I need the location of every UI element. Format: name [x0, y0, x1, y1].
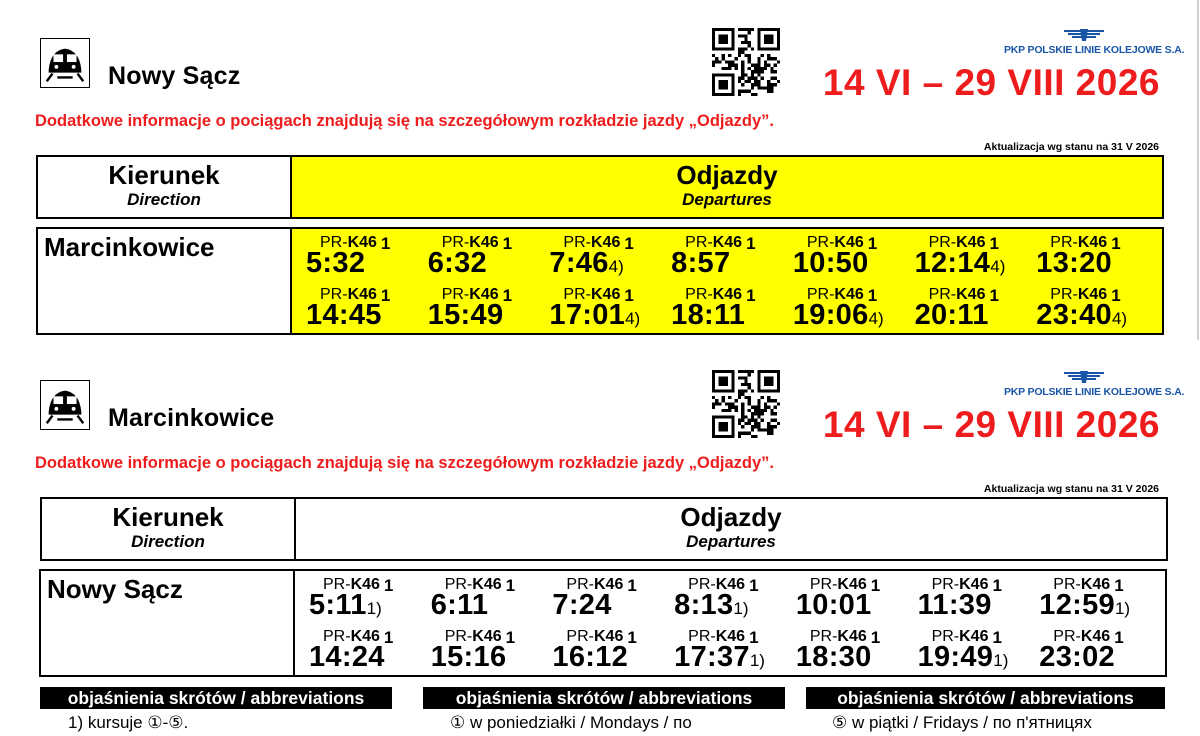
departure-entry	[665, 232, 787, 282]
time-value: 23:02	[1039, 641, 1115, 673]
departure-time	[1036, 298, 1127, 336]
departure-entry	[668, 626, 790, 676]
validity-period: 14 VI – 29 VIII 2026	[822, 62, 1160, 103]
carrier-code: PR-	[685, 286, 713, 303]
departure-entry	[303, 626, 425, 676]
class-code: 1	[867, 234, 878, 253]
time-value: 11:39	[917, 589, 992, 621]
class-code: 1	[383, 576, 394, 595]
carrier-code: PR-	[928, 234, 957, 251]
class-code: 1	[624, 286, 634, 305]
departure-time	[918, 588, 992, 626]
departure-entry	[790, 626, 912, 676]
departure-time	[915, 246, 1006, 284]
class-code: 1	[870, 628, 881, 647]
carrier-code: PR-	[1050, 286, 1078, 303]
abbreviation-item: ① w poniedziałki / Mondays / по	[450, 713, 692, 732]
departure-time	[674, 640, 765, 678]
carrier-code: PR-	[688, 576, 716, 593]
info-note: Dodatkowe informacje o pociągach znajdują się na szczegółowym rozkładzie jazdy „Odjazdy”.	[35, 454, 775, 472]
time-value: 12:14	[914, 247, 991, 279]
line-code: K46	[350, 576, 380, 593]
departure-entry	[546, 626, 668, 676]
footnote-marker: 1)	[993, 651, 1009, 670]
footnote-marker: 4)	[868, 309, 884, 328]
carrier-code: PR-	[320, 234, 348, 251]
departure-entry	[912, 626, 1034, 676]
line-code: K46	[1077, 234, 1108, 251]
time-value: 19:06	[792, 299, 869, 331]
class-code: 1	[505, 628, 516, 647]
class-code: 1	[989, 234, 999, 253]
line-code: K46	[347, 234, 377, 251]
qr-code-icon[interactable]	[712, 370, 780, 438]
page-edge-divider	[1197, 0, 1199, 340]
line-code: K46	[593, 576, 624, 593]
train-icon	[40, 380, 90, 430]
departure-entry	[425, 626, 547, 676]
departure-time	[1039, 588, 1130, 626]
departures-header	[296, 499, 1166, 559]
time-value: 7:46	[549, 247, 609, 279]
line-code: K46	[469, 234, 499, 251]
carrier-code: PR-	[444, 628, 473, 645]
class-code: 1	[992, 628, 1002, 647]
time-value: 15:49	[427, 299, 504, 331]
departure-time	[552, 588, 611, 626]
departures-cell	[295, 571, 1165, 675]
departure-table	[36, 227, 1164, 335]
time-value: 17:01	[549, 299, 626, 331]
abbreviations-heading: objaśnienia skrótów / abbreviations	[40, 687, 392, 709]
destination-name: Nowy Sącz	[41, 571, 295, 675]
departure-time	[793, 246, 869, 284]
table-header	[36, 155, 1164, 219]
line-code: K46	[712, 286, 743, 303]
direction-sub: Direction	[127, 190, 201, 209]
time-value: 5:11	[309, 589, 367, 621]
departures-cell	[292, 229, 1162, 333]
departure-entry	[422, 284, 544, 334]
carrier-code: PR-	[566, 628, 594, 645]
line-code: K46	[472, 576, 502, 593]
line-code: K46	[1077, 286, 1108, 303]
departure-entry	[787, 284, 909, 334]
departures-sub: Departures	[686, 532, 776, 551]
carrier-code: PR-	[685, 234, 713, 251]
departure-entry	[787, 232, 909, 282]
direction-label: Kierunek	[112, 502, 224, 532]
line-code: K46	[590, 286, 621, 303]
class-code: 1	[383, 628, 394, 647]
pkp-plk-logo	[1004, 370, 1185, 400]
class-code: 1	[502, 286, 513, 305]
departure-entry	[1030, 284, 1152, 334]
class-code: 1	[505, 576, 516, 595]
departure-entry	[300, 284, 422, 334]
line-code: K46	[350, 628, 380, 645]
departure-time	[671, 246, 730, 284]
footnote-marker: 1)	[749, 651, 765, 670]
departure-entry	[909, 232, 1031, 282]
departure-entry	[1030, 232, 1152, 282]
class-code: 1	[624, 234, 634, 253]
class-code: 1	[746, 234, 756, 253]
footnote-marker: 1)	[366, 599, 382, 618]
departure-time	[306, 246, 365, 284]
carrier-code: PR-	[806, 286, 835, 303]
carrier-code: PR-	[1050, 234, 1078, 251]
line-code: K46	[959, 576, 989, 593]
carrier-code: PR-	[806, 234, 835, 251]
departures-header	[292, 157, 1162, 217]
carrier-code: PR-	[441, 286, 470, 303]
table-header	[40, 497, 1168, 561]
departure-time	[796, 588, 872, 626]
departures-label: Odjazdy	[676, 160, 778, 190]
departures-sub: Departures	[682, 190, 772, 209]
departure-entry	[546, 574, 668, 624]
time-value: 10:50	[792, 247, 869, 279]
time-value: 8:13	[674, 589, 734, 621]
departure-time	[431, 588, 489, 626]
validity-period: 14 VI – 29 VIII 2026	[822, 404, 1160, 445]
time-value: 8:57	[671, 247, 731, 279]
time-value: 17:37	[674, 641, 750, 673]
departure-time	[1039, 640, 1115, 678]
time-value: 12:59	[1039, 589, 1115, 621]
time-value: 6:11	[430, 589, 489, 621]
class-code: 1	[627, 628, 637, 647]
carrier-code: PR-	[323, 628, 351, 645]
footnote-marker: 4)	[1111, 309, 1128, 328]
time-value: 18:30	[795, 641, 872, 673]
footnote-marker: 1)	[733, 599, 749, 618]
carrier-code: PR-	[1053, 628, 1081, 645]
abbreviation-item: ⑤ w piątki / Fridays / по п'ятницях	[832, 713, 1092, 732]
time-value: 6:32	[427, 247, 487, 279]
departure-time	[428, 298, 504, 336]
departure-time	[309, 588, 382, 626]
direction-label: Kierunek	[108, 160, 220, 190]
carrier-code: PR-	[323, 576, 351, 593]
departure-entry	[543, 232, 665, 282]
time-value: 14:45	[306, 299, 382, 331]
line-code: K46	[347, 286, 377, 303]
departure-entry	[668, 574, 790, 624]
schedule-block	[0, 342, 1200, 687]
line-code: K46	[712, 234, 743, 251]
train-icon	[40, 38, 90, 88]
time-value: 13:20	[1036, 247, 1112, 279]
carrier-code: PR-	[444, 576, 473, 593]
line-code: K46	[956, 286, 986, 303]
line-code: K46	[590, 234, 621, 251]
pkp-plk-logo	[1004, 28, 1185, 58]
departure-time	[549, 246, 623, 284]
departure-entry	[300, 232, 422, 282]
carrier-code: PR-	[566, 576, 594, 593]
line-code: K46	[469, 286, 499, 303]
logo-text: PKP POLSKIE LINIE KOLEJOWE S.A.	[1004, 386, 1185, 398]
departure-entry	[425, 574, 547, 624]
carrier-code: PR-	[931, 576, 960, 593]
pkp-plk-logo-icon	[1004, 370, 1164, 384]
departure-time	[796, 640, 872, 678]
departure-time	[306, 298, 382, 336]
departure-time	[431, 640, 507, 678]
line-code: K46	[959, 628, 989, 645]
time-value: 14:24	[309, 641, 385, 673]
carrier-code: PR-	[1053, 576, 1081, 593]
class-code: 1	[1114, 628, 1124, 647]
destination-name: Marcinkowice	[38, 229, 292, 333]
line-code: K46	[834, 286, 864, 303]
departure-entry	[303, 574, 425, 624]
station-name: Nowy Sącz	[108, 62, 241, 90]
carrier-code: PR-	[563, 234, 591, 251]
departure-entry	[1033, 574, 1155, 624]
footnote-marker: 4)	[990, 257, 1006, 276]
station-name: Marcinkowice	[108, 404, 275, 432]
time-value: 10:01	[795, 589, 872, 621]
time-value: 15:16	[430, 641, 507, 673]
direction-sub: Direction	[131, 532, 205, 551]
departure-time	[674, 588, 748, 626]
line-code: K46	[715, 628, 746, 645]
line-code: K46	[1080, 628, 1111, 645]
departure-entry	[665, 284, 787, 334]
class-code: 1	[1111, 234, 1121, 253]
carrier-code: PR-	[320, 286, 348, 303]
line-code: K46	[837, 576, 867, 593]
class-code: 1	[746, 286, 756, 305]
carrier-code: PR-	[809, 576, 838, 593]
time-value: 5:32	[306, 247, 366, 279]
departure-time	[915, 298, 989, 336]
line-code: K46	[472, 628, 502, 645]
class-code: 1	[1111, 286, 1121, 305]
line-code: K46	[956, 234, 986, 251]
departure-time	[552, 640, 628, 678]
departure-entry	[422, 232, 544, 282]
class-code: 1	[992, 576, 1002, 595]
time-value: 18:11	[671, 299, 746, 331]
departure-entry	[909, 284, 1031, 334]
class-code: 1	[870, 576, 881, 595]
pkp-plk-logo-icon	[1004, 28, 1164, 42]
abbreviations-heading: objaśnienia skrótów / abbreviations	[806, 687, 1165, 709]
departure-entry	[790, 574, 912, 624]
time-value: 16:12	[552, 641, 629, 673]
line-code: K46	[837, 628, 867, 645]
departure-time	[549, 298, 640, 336]
departure-entry	[1033, 626, 1155, 676]
schedule-block	[0, 0, 1200, 345]
class-code: 1	[867, 286, 878, 305]
class-code: 1	[627, 576, 637, 595]
departures-label: Odjazdy	[680, 502, 782, 532]
departure-table	[39, 569, 1167, 677]
time-value: 7:24	[552, 589, 612, 621]
line-code: K46	[593, 628, 624, 645]
class-code: 1	[749, 628, 759, 647]
footnote-marker: 4)	[608, 257, 624, 276]
departure-time	[671, 298, 745, 336]
departure-time	[309, 640, 385, 678]
time-value: 23:40	[1036, 299, 1112, 331]
departure-time	[918, 640, 1009, 678]
class-code: 1	[1114, 576, 1124, 595]
departure-time	[428, 246, 487, 284]
carrier-code: PR-	[563, 286, 591, 303]
carrier-code: PR-	[931, 628, 960, 645]
carrier-code: PR-	[688, 628, 716, 645]
carrier-code: PR-	[809, 628, 838, 645]
carrier-code: PR-	[441, 234, 470, 251]
abbreviations-heading: objaśnienia skrótów / abbreviations	[423, 687, 785, 709]
class-code: 1	[989, 286, 999, 305]
time-value: 19:49	[917, 641, 994, 673]
departure-entry	[912, 574, 1034, 624]
departure-time	[793, 298, 884, 336]
line-code: K46	[1080, 576, 1111, 593]
qr-code-icon[interactable]	[712, 28, 780, 96]
update-date: Aktualizacja wg stanu na 31 V 2026	[983, 483, 1159, 495]
footnote-marker: 4)	[625, 309, 641, 328]
departure-entry	[543, 284, 665, 334]
departure-time	[1036, 246, 1112, 284]
info-note: Dodatkowe informacje o pociągach znajdują się na szczegółowym rozkładzie jazdy „Odjazdy”.	[35, 112, 775, 130]
update-date: Aktualizacja wg stanu na 31 V 2026	[983, 141, 1159, 153]
line-code: K46	[834, 234, 864, 251]
carrier-code: PR-	[928, 286, 957, 303]
footnote-marker: 1)	[1114, 599, 1131, 618]
class-code: 1	[380, 286, 391, 305]
time-value: 20:11	[914, 299, 989, 331]
class-code: 1	[749, 576, 759, 595]
class-code: 1	[502, 234, 513, 253]
line-code: K46	[715, 576, 746, 593]
class-code: 1	[380, 234, 391, 253]
direction-header	[42, 499, 296, 559]
logo-text: PKP POLSKIE LINIE KOLEJOWE S.A.	[1004, 44, 1185, 56]
direction-header	[38, 157, 292, 217]
abbreviation-item: 1) kursuje ①-⑤.	[68, 713, 189, 732]
